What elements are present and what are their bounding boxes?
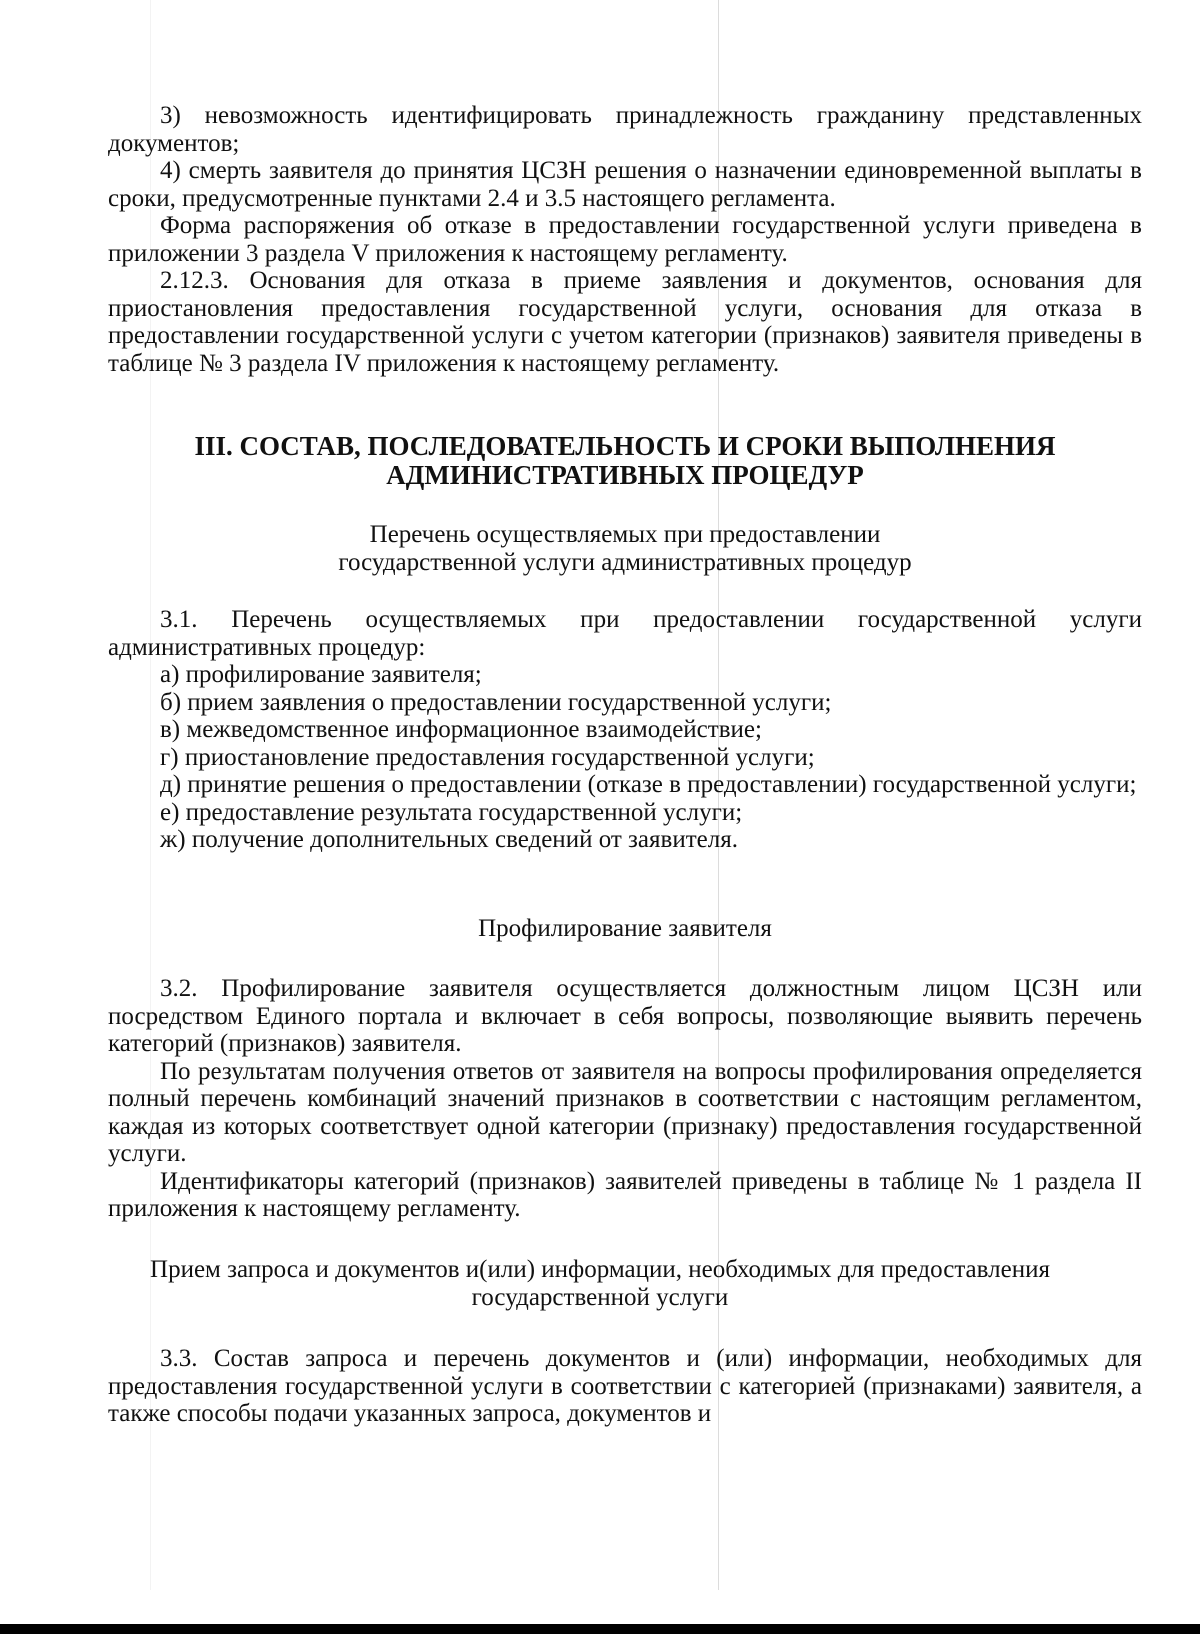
subheading-profiling-text: Профилирование заявителя <box>478 915 772 942</box>
subheading-profiling <box>108 915 1142 943</box>
item-3: 3) невозможность идентифицировать принадлежность гражданину представленных документов; <box>108 102 1142 157</box>
subheading-line-2: государственной услуги административных процедур <box>338 548 912 576</box>
item-4: 4) смерть заявителя до принятия ЦСЗН решения о назначении единовременной выплаты в сроки, предусмотренные пунктами 2.4 и 3.5 настоящего регламента. <box>108 157 1142 212</box>
paragraph-3-3-block <box>108 1345 1142 1428</box>
subheading-procedures <box>108 521 1142 576</box>
heading-line-1: III. СОСТАВ, ПОСЛЕДОВАТЕЛЬНОСТЬ И СРОКИ ВЫПОЛНЕНИЯ <box>194 431 1056 461</box>
paragraph-3-2: 3.2. Профилирование заявителя осуществляется должностным лицом ЦСЗН или посредством Единого портала и включает в себя вопросы, позволяющие выявить перечень категорий (признаков) заявителя. <box>108 975 1142 1057</box>
list-item-g: г) приостановление предоставления государственной услуги; <box>160 743 815 771</box>
paragraph-3-1-intro: 3.1. Перечень осуществляемых при предоставлении государственной услуги административных процедур: <box>108 606 1142 661</box>
scan-bottom-edge <box>0 1624 1200 1634</box>
subheading-request-line-1: Прием запроса и документов и(или) информации, необходимых для предоставления <box>150 1256 1050 1283</box>
list-item-e: е) предоставление результата государственной услуги; <box>160 798 743 826</box>
section3-heading <box>108 432 1142 490</box>
subheading-request <box>100 1256 1100 1311</box>
list-item-a: а) профилирование заявителя; <box>160 661 482 688</box>
list-item-d: д) принятие решения о предоставлении (отказе в предоставлении) государственной услуги; <box>160 771 1137 798</box>
list-item-b: б) прием заявления о предоставлении государственной услуги; <box>160 688 832 716</box>
subheading-request-line-2: государственной услуги <box>471 1283 729 1311</box>
heading-line-2: АДМИНИСТРАТИВНЫХ ПРОЦЕДУР <box>386 460 864 490</box>
paragraph-2-12-3: 2.12.3. Основания для отказа в приеме заявления и документов, основания для приостановления предоставления государственной услуги, основания для отказа в предоставлении государственной услуги с учетом категории (признаков) заявителя приведены в таблице № 3 раздела IV приложения к настоящему регламенту. <box>108 267 1142 377</box>
form-paragraph: Форма распоряжения об отказе в предоставлении государственной услуги приведена в приложении 3 раздела V приложения к настоящему регламенту. <box>108 212 1142 267</box>
paragraph-3-2-block <box>108 975 1142 1223</box>
list-item-v: в) межведомственное информационное взаимодействие; <box>160 716 762 743</box>
paragraph-3-2-results: По результатам получения ответов от заявителя на вопросы профилирования определяется полный перечень комбинаций значений признаков в соответствии с настоящим регламентом, каждая из которых соответствует одной категории (признаку) предоставления государственной услуги. <box>108 1057 1142 1167</box>
section2-tail <box>108 102 1142 377</box>
subheading-line-1: Перечень осуществляемых при предоставлении <box>369 521 881 548</box>
paragraph-3-3: 3.3. Состав запроса и перечень документов и (или) информации, необходимых для предоставления государственной услуги в соответствии с категорией (признаками) заявителя, а также способы подачи указанных запроса, документов и <box>108 1345 1142 1427</box>
paragraph-3-2-identifiers: Идентификаторы категорий (признаков) заявителей приведены в таблице № 1 раздела II приложения к настоящему регламенту. <box>108 1167 1142 1222</box>
list-item-zh: ж) получение дополнительных сведений от заявителя. <box>160 826 738 853</box>
paragraph-3-1-block <box>108 606 1142 854</box>
